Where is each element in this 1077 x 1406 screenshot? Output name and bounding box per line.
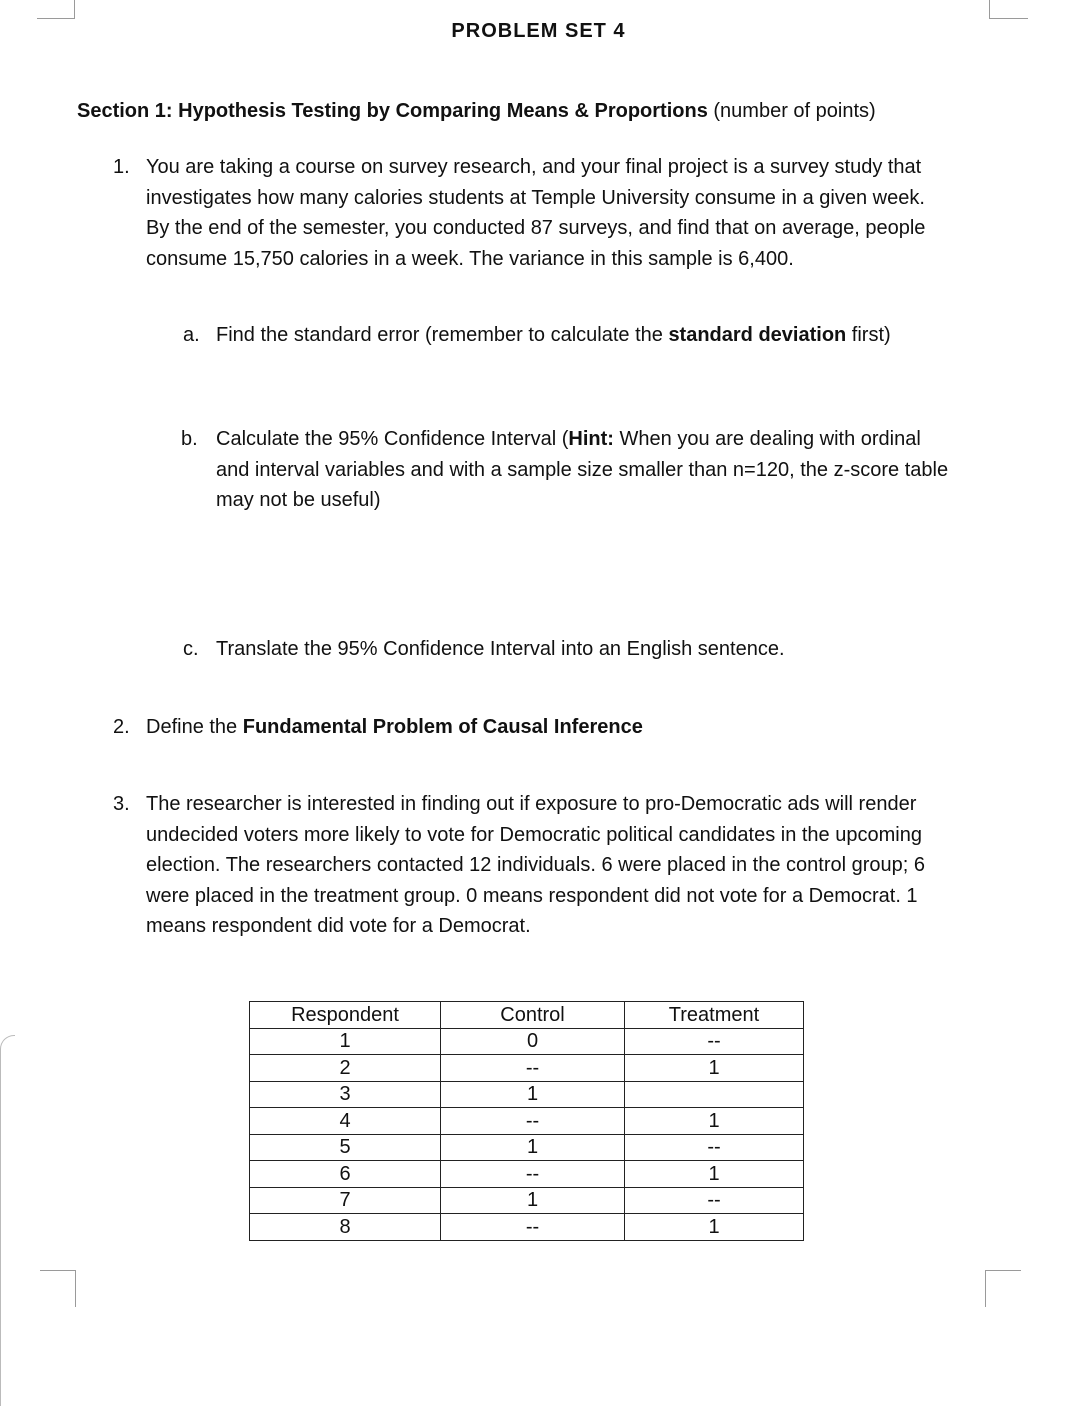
table-row [250, 1028, 804, 1055]
cell-treatment: 1 [625, 1214, 804, 1241]
part-text: Calculate the 95% Confidence Interval ( [216, 428, 569, 450]
page-edge [0, 1035, 15, 1406]
question-line: election. The researchers contacted 12 individuals. 6 were placed in the control group; 6 [146, 854, 925, 876]
part-text: Translate the 95% Confidence Interval into an English sentence. [216, 638, 785, 660]
cell-control: -- [441, 1055, 625, 1082]
cell-control: -- [441, 1214, 625, 1241]
question-line: were placed in the treatment group. 0 means respondent did not vote for a Democrat. 1 [146, 884, 918, 907]
data-table [249, 1001, 804, 1241]
section-title: Section 1: Hypothesis Testing by Comparing Means & Proportions [77, 100, 708, 122]
cell-respondent: 8 [250, 1214, 441, 1241]
crop-mark-top-right [989, 0, 1028, 19]
cell-respondent: 1 [250, 1028, 441, 1055]
table-row [250, 1081, 804, 1108]
question-line: undecided voters more likely to vote for Democratic political candidates in the upcoming [146, 823, 922, 846]
cell-treatment: -- [625, 1134, 804, 1161]
part-text: and interval variables and with a sample size smaller than n=120, the z-score table [216, 458, 949, 481]
cell-treatment: -- [625, 1187, 804, 1214]
question-text: Define the [146, 716, 243, 738]
part-bold: standard deviation [668, 324, 847, 346]
part-text: may not be useful) [216, 489, 381, 511]
question-line: The researcher is interested in finding out if exposure to pro-Democratic ads will render [146, 793, 917, 815]
question-2 [113, 712, 1013, 743]
cell-treatment [625, 1081, 804, 1108]
question-number: 3. [113, 793, 130, 815]
question-bold: Fundamental Problem of Causal Inference [242, 716, 643, 738]
table-row [250, 1108, 804, 1135]
cell-control: -- [441, 1161, 625, 1188]
cell-treatment: -- [625, 1028, 804, 1055]
cell-treatment: 1 [625, 1161, 804, 1188]
cell-respondent: 5 [250, 1134, 441, 1161]
cell-control: 1 [441, 1134, 625, 1161]
crop-mark-bottom-left [40, 1270, 76, 1307]
cell-respondent: 2 [250, 1055, 441, 1082]
section-heading [77, 100, 876, 123]
header-control: Control [441, 1002, 625, 1029]
table-header-row [250, 1002, 804, 1029]
question-line: investigates how many calories students at Temple University consume in a given week. [146, 186, 925, 209]
part-text: first) [846, 324, 891, 346]
cell-control: 1 [441, 1187, 625, 1214]
table-row [250, 1055, 804, 1082]
part-letter: c. [183, 638, 199, 660]
section-points: (number of points) [713, 100, 876, 122]
cell-respondent: 4 [250, 1108, 441, 1135]
question-1 [113, 152, 1013, 274]
question-line: You are taking a course on survey research, and your final project is a survey study that [146, 156, 922, 178]
table-row [250, 1214, 804, 1241]
question-1c [183, 634, 1033, 665]
question-1a [183, 320, 1033, 351]
cell-control: 1 [441, 1081, 625, 1108]
cell-treatment: 1 [625, 1055, 804, 1082]
table-row [250, 1161, 804, 1188]
question-number: 2. [113, 716, 130, 738]
part-text: Find the standard error (remember to calculate the [216, 324, 669, 346]
cell-respondent: 6 [250, 1161, 441, 1188]
table-row [250, 1134, 804, 1161]
part-bold: Hint: [568, 428, 614, 450]
cell-respondent: 3 [250, 1081, 441, 1108]
page-title: PROBLEM SET 4 [451, 20, 626, 42]
question-number: 1. [113, 156, 130, 178]
question-1b [181, 424, 1031, 516]
part-letter: a. [183, 324, 200, 346]
table-row [250, 1187, 804, 1214]
crop-mark-top-left [37, 0, 75, 19]
cell-control: 0 [441, 1028, 625, 1055]
cell-respondent: 7 [250, 1187, 441, 1214]
cell-control: -- [441, 1108, 625, 1135]
question-line: means respondent did vote for a Democrat. [146, 915, 531, 937]
cell-treatment: 1 [625, 1108, 804, 1135]
header-treatment: Treatment [625, 1002, 804, 1029]
part-text: When you are dealing with ordinal [613, 428, 921, 450]
crop-mark-bottom-right [985, 1270, 1021, 1307]
question-3 [113, 789, 1013, 942]
header-respondent: Respondent [250, 1002, 441, 1029]
question-line: consume 15,750 calories in a week. The variance in this sample is 6,400. [146, 247, 794, 270]
question-line: By the end of the semester, you conducted 87 surveys, and find that on average, people [146, 217, 926, 239]
part-letter: b. [181, 428, 198, 450]
